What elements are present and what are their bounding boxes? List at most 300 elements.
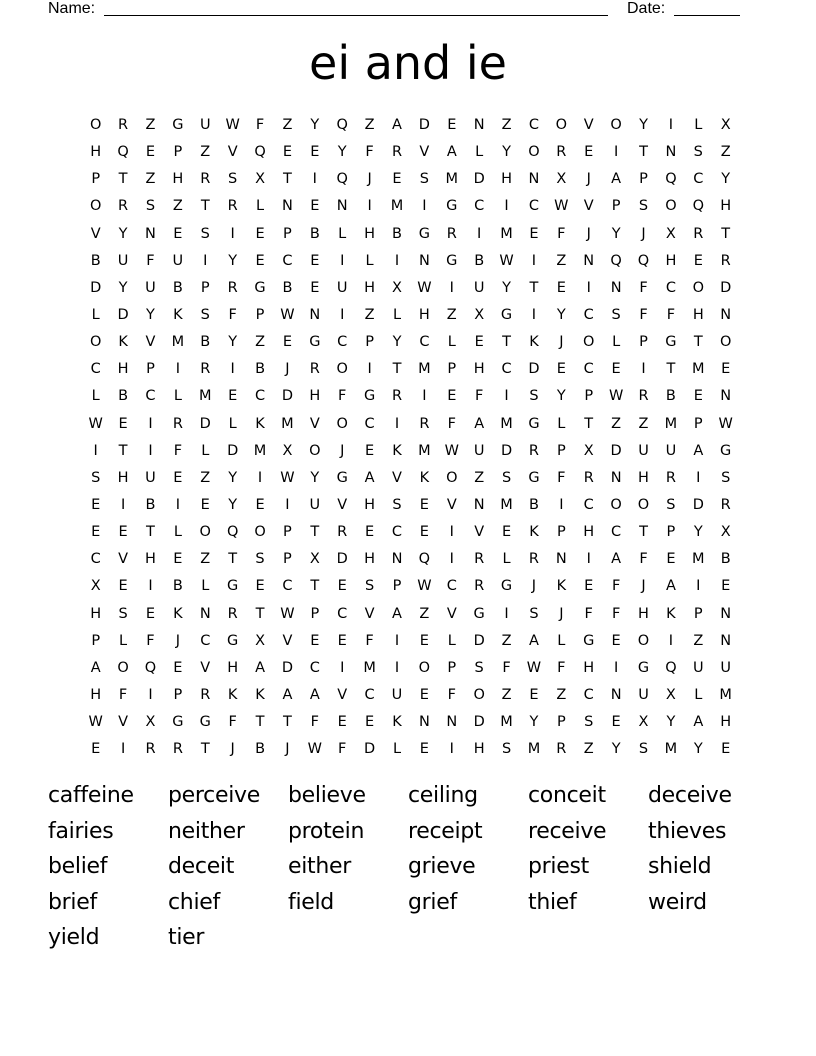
header	[48, 0, 748, 20]
grid-cell: S	[721, 469, 731, 486]
grid-cell: F	[557, 469, 566, 486]
grid-cell: Z	[200, 144, 211, 161]
grid-cell: A	[474, 415, 485, 432]
grid-cell: U	[145, 279, 156, 296]
grid-cell: I	[613, 144, 619, 161]
grid-cell: Z	[364, 306, 375, 323]
grid-cell: E	[693, 388, 703, 405]
grid-cell: E	[200, 496, 210, 513]
grid-cell: J	[175, 632, 180, 649]
grid-cell: E	[337, 632, 347, 649]
grid-cell: M	[500, 714, 513, 731]
grid-cell: E	[584, 578, 594, 595]
grid-cell: N	[610, 686, 622, 703]
grid-cell: N	[446, 714, 458, 731]
grid-cell: X	[309, 551, 320, 568]
grid-cell: K	[255, 415, 265, 432]
grid-cell: H	[90, 605, 102, 622]
grid-cell: H	[583, 659, 595, 676]
grid-cell: I	[422, 388, 427, 405]
grid-cell: M	[363, 659, 376, 676]
grid-cell: Y	[146, 306, 155, 323]
grid-cell: J	[367, 171, 372, 188]
grid-cell: E	[91, 496, 101, 513]
grid-cell: R	[309, 361, 320, 378]
grid-cell: T	[584, 415, 594, 432]
grid-cell: T	[529, 279, 539, 296]
grid-cell: Z	[145, 117, 156, 133]
grid-cell: R	[474, 551, 485, 568]
grid-cell: D	[418, 117, 430, 133]
grid-cell: X	[90, 578, 101, 595]
grid-cell: R	[172, 741, 183, 758]
grid-cell: D	[336, 551, 348, 568]
grid-cell: C	[611, 524, 622, 541]
grid-cell: S	[638, 741, 649, 758]
grid-cell: E	[255, 225, 265, 242]
grid-cell: J	[641, 225, 646, 242]
grid-cell: D	[281, 659, 294, 676]
grid-cell: Z	[501, 686, 512, 703]
grid-cell: J	[285, 741, 290, 758]
grid-cell: I	[120, 496, 126, 513]
grid-cell: W	[417, 279, 432, 296]
grid-cell: O	[336, 361, 348, 378]
grid-cell: F	[255, 117, 265, 133]
grid-cell: T	[118, 442, 128, 459]
grid-cell: Q	[336, 117, 348, 133]
grid-cell: D	[720, 279, 732, 296]
grid-cell: Y	[639, 117, 648, 133]
grid-cell: O	[692, 279, 704, 296]
grid-cell: F	[611, 605, 621, 622]
grid-cell: W	[225, 117, 240, 133]
grid-cell: H	[692, 306, 704, 323]
grid-cell: B	[282, 279, 293, 296]
grid-cell: W	[554, 198, 569, 215]
grid-cell: I	[394, 632, 400, 649]
grid-cell: F	[173, 442, 183, 459]
grid-cell: K	[255, 686, 265, 703]
grid-cell: F	[338, 388, 347, 405]
grid-cell: U	[336, 279, 348, 296]
grid-cell: E	[721, 361, 731, 378]
grid-cell: L	[255, 198, 265, 215]
grid-cell: Y	[228, 252, 238, 269]
grid-cell: D	[692, 496, 704, 513]
grid-cell: X	[255, 632, 265, 649]
grid-cell: R	[200, 686, 211, 703]
grid-cell: I	[394, 415, 400, 432]
grid-cell: Q	[226, 524, 239, 541]
grid-cell: L	[612, 334, 621, 351]
grid-cell: G	[528, 415, 540, 432]
grid-cell: E	[337, 578, 347, 595]
grid-cell: P	[283, 225, 292, 242]
grid-cell: M	[664, 741, 678, 758]
grid-cell: I	[340, 659, 345, 676]
grid-cell: P	[556, 714, 566, 731]
grid-cell: X	[665, 225, 676, 242]
grid-cell: Y	[556, 388, 566, 405]
grid-cell: R	[665, 469, 676, 486]
grid-cell: V	[583, 117, 594, 133]
grid-cell: X	[255, 171, 265, 188]
grid-cell: F	[639, 306, 648, 323]
grid-cell: F	[118, 686, 128, 703]
grid-cell: T	[392, 361, 402, 378]
grid-cell: I	[586, 279, 591, 296]
grid-cell: A	[446, 144, 457, 161]
grid-cell: S	[255, 551, 265, 568]
grid-cell: H	[364, 225, 376, 242]
grid-cell: P	[584, 388, 594, 405]
grid-cell: O	[473, 686, 485, 703]
grid-cell: H	[227, 659, 239, 676]
grid-cell: J	[641, 578, 646, 595]
grid-cell: I	[449, 741, 454, 758]
grid-cell: L	[392, 306, 402, 323]
grid-cell: C	[501, 361, 512, 378]
grid-cell: Y	[310, 117, 320, 133]
grid-cell: T	[118, 171, 128, 188]
grid-cell: H	[90, 144, 102, 161]
grid-cell: A	[255, 659, 265, 676]
grid-cell: E	[255, 252, 265, 269]
grid-cell: C	[583, 496, 594, 513]
grid-cell: O	[89, 198, 102, 215]
grid-cell: A	[309, 686, 320, 703]
grid-cell: V	[583, 198, 594, 215]
grid-cell: V	[364, 605, 375, 622]
grid-cell: F	[365, 144, 374, 161]
grid-cell: L	[557, 415, 566, 432]
grid-cell: L	[502, 551, 511, 568]
grid-cell: Q	[254, 144, 266, 161]
grid-cell: X	[665, 686, 676, 703]
grid-cell: I	[285, 496, 290, 513]
grid-cell: Y	[502, 144, 511, 161]
date-blank-line	[674, 0, 740, 16]
grid-cell: G	[665, 334, 677, 351]
grid-cell: O	[336, 415, 348, 432]
grid-cell: L	[228, 415, 237, 432]
grid-cell: B	[528, 496, 539, 513]
grid-cell: G	[500, 306, 513, 323]
grid-cell: E	[91, 524, 101, 541]
grid-cell: A	[611, 171, 622, 188]
grid-cell: F	[447, 415, 456, 432]
word-list-item: yield	[48, 925, 100, 950]
grid-cell: I	[394, 659, 400, 676]
grid-cell: L	[392, 741, 402, 758]
grid-cell: K	[392, 714, 402, 731]
grid-cell: D	[610, 442, 622, 459]
grid-cell: U	[199, 117, 211, 133]
grid-cell: K	[173, 306, 183, 323]
grid-cell: I	[175, 361, 180, 378]
grid-cell: C	[364, 686, 375, 703]
grid-cell: F	[611, 578, 621, 595]
grid-cell: E	[529, 225, 539, 242]
grid-cell: E	[419, 686, 429, 703]
grid-cell: F	[639, 279, 648, 296]
grid-cell: G	[363, 388, 376, 405]
grid-cell: V	[474, 524, 485, 541]
grid-cell: E	[721, 741, 731, 758]
grid-cell: K	[419, 469, 430, 486]
grid-cell: A	[693, 442, 704, 459]
grid-cell: E	[173, 469, 183, 486]
word-list-item: receipt	[408, 818, 483, 844]
grid-cell: A	[693, 714, 704, 731]
grid-cell: U	[309, 496, 321, 513]
grid-cell: W	[499, 252, 514, 269]
grid-cell: I	[422, 198, 427, 215]
grid-cell: H	[364, 496, 376, 513]
grid-cell: M	[719, 686, 732, 703]
grid-cell: D	[199, 415, 211, 432]
grid-cell: Y	[693, 524, 703, 541]
grid-cell: I	[696, 578, 701, 595]
grid-cell: E	[282, 144, 293, 161]
grid-cell: C	[282, 578, 293, 595]
grid-cell: I	[449, 551, 454, 568]
grid-cell: P	[392, 578, 402, 595]
grid-cell: D	[227, 442, 239, 459]
grid-cell: N	[336, 198, 348, 215]
grid-cell: F	[502, 659, 511, 676]
grid-cell: S	[529, 605, 539, 622]
grid-cell: A	[665, 578, 676, 595]
grid-cell: M	[418, 361, 431, 378]
grid-cell: M	[281, 415, 294, 432]
word-list-item: perceive	[168, 783, 260, 808]
grid-cell: E	[282, 334, 293, 351]
grid-cell: N	[720, 306, 732, 323]
grid-cell: N	[145, 225, 156, 242]
grid-cell: S	[584, 714, 594, 731]
grid-cell: F	[310, 714, 319, 731]
grid-cell: Q	[665, 171, 677, 188]
grid-cell: A	[364, 469, 375, 486]
grid-cell: Z	[583, 741, 594, 758]
grid-cell: G	[583, 632, 595, 649]
grid-cell: D	[117, 306, 129, 323]
word-list-item: grief	[408, 889, 457, 915]
grid-cell: L	[338, 225, 347, 242]
grid-cell: G	[227, 578, 239, 595]
grid-cell: B	[392, 225, 402, 242]
grid-cell: H	[720, 198, 732, 215]
word-list-item: believe	[288, 783, 366, 808]
grid-cell: A	[90, 659, 101, 676]
grid-cell: E	[255, 578, 265, 595]
grid-cell: N	[418, 252, 430, 269]
grid-cell: P	[283, 551, 292, 568]
grid-cell: I	[120, 741, 126, 758]
grid-cell: G	[227, 632, 239, 649]
grid-cell: A	[392, 117, 402, 133]
grid-cell: S	[228, 171, 238, 188]
grid-cell: F	[338, 741, 347, 758]
grid-cell: G	[418, 225, 430, 242]
grid-cell: R	[446, 225, 457, 242]
grid-cell: S	[118, 605, 128, 622]
grid-cell: F	[146, 632, 155, 649]
grid-cell: B	[118, 388, 129, 405]
grid-cell: B	[474, 252, 485, 269]
grid-cell: C	[254, 388, 266, 405]
grid-cell: E	[419, 632, 429, 649]
grid-cell: H	[364, 551, 376, 568]
grid-cell: R	[200, 361, 211, 378]
grid-cell: I	[148, 442, 153, 459]
word-list-item: receive	[528, 818, 607, 844]
grid-cell: X	[474, 306, 485, 323]
grid-cell: Y	[228, 496, 238, 513]
grid-cell: R	[556, 741, 567, 758]
grid-cell: S	[529, 388, 539, 405]
grid-cell: S	[611, 306, 621, 323]
grid-cell: Z	[693, 632, 704, 649]
grid-cell: D	[473, 632, 485, 649]
grid-cell: P	[611, 198, 621, 215]
grid-cell: M	[445, 171, 459, 188]
grid-cell: P	[283, 524, 292, 541]
grid-cell: X	[556, 171, 567, 188]
grid-cell: P	[693, 605, 703, 622]
grid-cell: O	[254, 524, 266, 541]
grid-cell: E	[310, 198, 320, 215]
grid-cell: E	[529, 686, 539, 703]
word-list	[48, 779, 768, 957]
grid-cell: F	[228, 714, 237, 731]
grid-cell: U	[638, 686, 649, 703]
grid-cell: U	[665, 442, 677, 459]
grid-cell: G	[446, 198, 458, 215]
word-list-item: field	[288, 889, 334, 915]
grid-cell: S	[392, 496, 402, 513]
grid-cell: I	[504, 605, 509, 622]
grid-cell: E	[173, 225, 183, 242]
grid-cell: C	[419, 334, 430, 351]
grid-cell: Z	[200, 551, 211, 568]
grid-cell: X	[638, 714, 649, 731]
grid-cell: W	[718, 415, 733, 432]
grid-cell: S	[364, 578, 375, 595]
grid-cell: F	[474, 388, 484, 405]
grid-cell: F	[447, 686, 456, 703]
grid-cell: T	[228, 551, 238, 568]
grid-cell: R	[583, 469, 594, 486]
grid-cell: C	[583, 306, 594, 323]
grid-cell: N	[199, 605, 211, 622]
grid-cell: H	[117, 469, 129, 486]
grid-cell: Z	[172, 198, 183, 215]
grid-cell: C	[446, 578, 457, 595]
grid-cell: B	[255, 741, 266, 758]
grid-cell: F	[365, 632, 374, 649]
grid-cell: P	[365, 334, 374, 351]
grid-cell: S	[419, 171, 429, 188]
grid-cell: W	[280, 605, 295, 622]
grid-cell: R	[693, 225, 704, 242]
grid-cell: R	[118, 117, 129, 133]
grid-cell: I	[449, 279, 454, 296]
grid-cell: E	[145, 144, 156, 161]
grid-cell: O	[446, 469, 458, 486]
grid-cell: I	[230, 361, 235, 378]
grid-cell: Z	[364, 117, 375, 133]
grid-cell: Q	[610, 252, 622, 269]
grid-cell: K	[227, 686, 238, 703]
grid-cell: B	[665, 388, 676, 405]
grid-cell: W	[417, 578, 432, 595]
grid-cell: D	[500, 442, 513, 459]
grid-cell: Z	[720, 144, 731, 161]
grid-cell: F	[557, 225, 566, 242]
grid-cell: R	[145, 741, 156, 758]
grid-cell: E	[228, 388, 238, 405]
grid-cell: Y	[118, 279, 128, 296]
grid-cell: K	[529, 524, 539, 541]
grid-cell: T	[255, 714, 265, 731]
grid-cell: M	[390, 198, 404, 215]
grid-cell: N	[610, 279, 622, 296]
grid-cell: K	[392, 442, 402, 459]
grid-cell: P	[91, 632, 101, 649]
grid-cell: E	[365, 714, 375, 731]
grid-cell: I	[504, 198, 509, 215]
grid-cell: N	[473, 496, 485, 513]
grid-cell: Z	[145, 171, 156, 188]
grid-cell: E	[611, 714, 621, 731]
grid-cell: H	[172, 171, 184, 188]
grid-cell: C	[145, 388, 156, 405]
grid-cell: E	[310, 632, 320, 649]
grid-cell: L	[173, 524, 182, 541]
grid-cell: B	[145, 496, 156, 513]
grid-cell: H	[583, 524, 595, 541]
grid-cell: N	[309, 306, 321, 323]
grid-cell: D	[281, 388, 294, 405]
grid-cell: O	[309, 442, 321, 459]
word-list-item: ceiling	[408, 783, 478, 808]
grid-cell: M	[664, 415, 678, 432]
grid-cell: K	[556, 578, 567, 595]
grid-cell: E	[173, 551, 183, 568]
grid-cell: T	[693, 334, 703, 351]
word-list-item: fairies	[48, 818, 114, 844]
grid-cell: I	[504, 388, 509, 405]
grid-cell: X	[583, 442, 594, 459]
grid-cell: Y	[611, 741, 621, 758]
grid-cell: K	[529, 334, 539, 351]
grid-cell: I	[148, 415, 153, 432]
grid-cell: V	[419, 144, 430, 161]
grid-cell: S	[145, 198, 156, 215]
grid-cell: O	[199, 524, 211, 541]
grid-cell: W	[88, 714, 103, 731]
word-list-item: deceive	[648, 783, 732, 808]
grid-cell: V	[90, 225, 101, 242]
grid-cell: G	[309, 334, 321, 351]
grid-cell: E	[474, 334, 484, 351]
grid-cell: F	[666, 306, 676, 323]
grid-cell: S	[91, 469, 101, 486]
grid-cell: E	[310, 144, 320, 161]
